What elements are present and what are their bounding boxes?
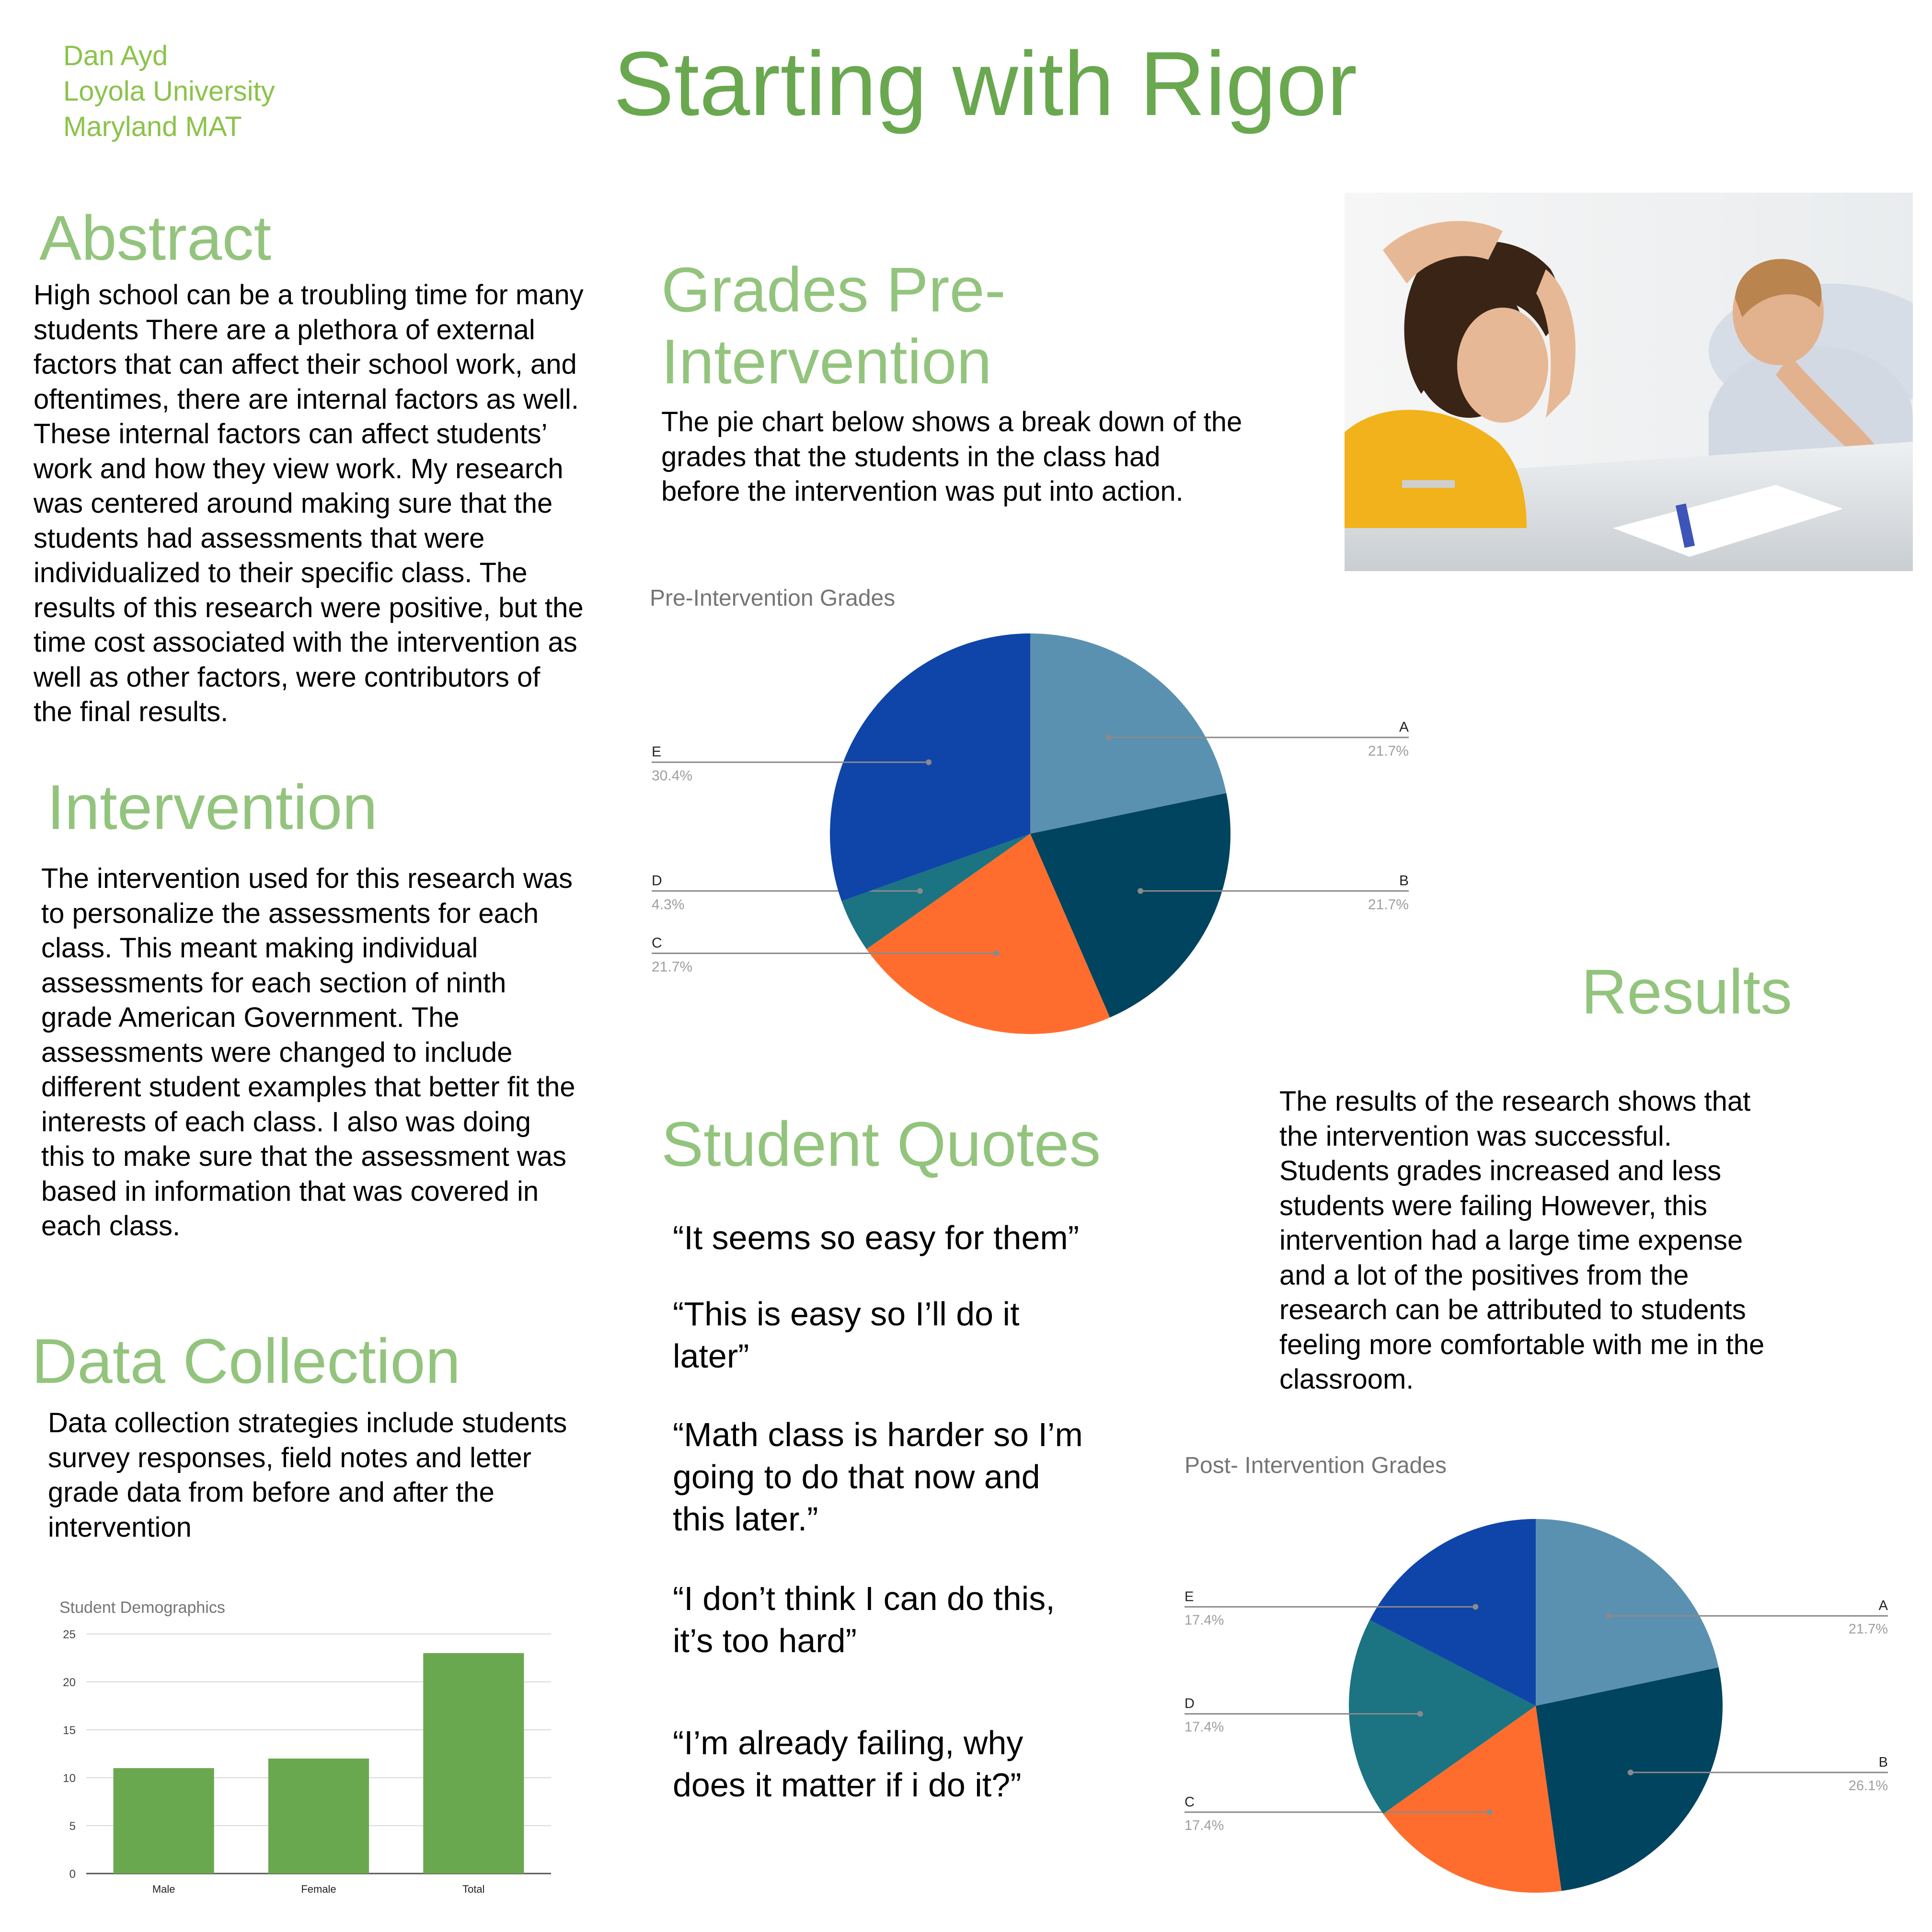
callout-dot (1417, 1711, 1423, 1717)
quote-line: this later.” (673, 1500, 818, 1538)
quote (673, 1293, 1020, 1377)
pie-label-percent: 26.1% (1848, 1778, 1888, 1794)
text-line: based in information that was covered in (41, 1175, 539, 1207)
student-quotes-heading: Student Quotes (661, 1109, 1101, 1179)
text-line: assessments for each section of ninth (41, 967, 506, 999)
text-line: time cost associated with the intervention as (34, 627, 577, 658)
text-line: Students grades increased and less (1279, 1155, 1722, 1186)
author-block (63, 38, 275, 145)
text-line: intervention had a large time expense (1279, 1225, 1743, 1256)
bar-chart-title: Student Demographics (59, 1598, 225, 1617)
text-line: feeling more comfortable with me in the (1279, 1329, 1765, 1360)
quote-line: does it matter if i do it?” (673, 1766, 1022, 1804)
quote-line: going to do that now and (673, 1458, 1040, 1495)
pie-label-percent: 21.7% (652, 959, 693, 975)
pie-label-percent: 21.7% (1848, 1622, 1888, 1637)
text-line: factors that can affect their school work, and (34, 349, 577, 380)
text-line: was centered around making sure that the (34, 488, 553, 519)
callout-dot (917, 888, 923, 894)
quote-line: “It seems so easy for them” (673, 1219, 1080, 1256)
quote (673, 1414, 1083, 1540)
pie-label-category: B (1878, 1755, 1888, 1771)
quote-line: it’s too hard” (673, 1622, 857, 1659)
text-line: students had assessments that were (34, 522, 485, 554)
pie-label-percent: 17.4% (1184, 1817, 1224, 1833)
pie-label-category: A (1878, 1598, 1888, 1614)
text-line: well as other factors, were contributors of (34, 661, 540, 693)
quote-line: later” (673, 1337, 749, 1375)
pie-label-category: E (652, 744, 662, 760)
pie-label-category: A (1399, 719, 1409, 735)
photo-illustration (1345, 193, 1913, 571)
pie-label-percent: 4.3% (652, 897, 685, 913)
pre-intervention-pie-chart (642, 575, 1428, 1054)
y-tick-label: 20 (63, 1676, 76, 1689)
text-line: interests of each class. I also was doing (41, 1106, 531, 1138)
text-line: grade data from before and after the (48, 1477, 494, 1508)
text-line: students were failing However, this (1279, 1190, 1707, 1221)
text-line: The pie chart below shows a break down of the (661, 406, 1242, 437)
intervention-heading: Intervention (47, 772, 378, 842)
data-collection-text (48, 1406, 671, 1545)
text-line: High school can be a troubling time for many (34, 279, 584, 310)
text-line: The intervention used for this research was (41, 863, 573, 894)
text-line: the final results. (34, 696, 229, 727)
pie-chart-title: Post- Intervention Grades (1184, 1453, 1447, 1478)
text-line: The results of the research shows that (1279, 1086, 1751, 1117)
text-line: survey responses, field notes and letter (48, 1442, 532, 1473)
intervention-text (41, 862, 664, 1244)
text-line: this to make sure that the assessment was (41, 1141, 567, 1172)
author-institution: Loyola University (63, 76, 275, 107)
results-text (1279, 1084, 1902, 1397)
callout-dot (1472, 1604, 1478, 1610)
grades-pre-heading (661, 254, 1006, 398)
pie-label-percent: 17.4% (1184, 1612, 1224, 1628)
quote (673, 1577, 1055, 1662)
y-tick-label: 10 (63, 1772, 76, 1785)
pie-label-category: C (1184, 1794, 1195, 1810)
callout-dot (994, 951, 1000, 956)
text-line: and a lot of the positives from the (1279, 1259, 1689, 1291)
text-line: These internal factors can affect students’ (34, 418, 548, 449)
text-line: before the intervention was put into action. (661, 476, 1184, 507)
text-line: grades that the students in the class had (661, 441, 1161, 472)
bar-male (114, 1768, 214, 1874)
quote (673, 1722, 1023, 1806)
text-line: intervention (48, 1511, 192, 1543)
pie-label-category: B (1399, 873, 1409, 889)
heading-line: Grades Pre- (661, 254, 1006, 325)
heading-line: Intervention (661, 326, 992, 397)
text-line: assessments were changed to include (41, 1036, 513, 1068)
pie-label-percent: 17.4% (1184, 1719, 1224, 1735)
quote-line: “I don’t think I can do this, (673, 1580, 1055, 1617)
pie-label-category: C (652, 935, 662, 951)
text-line: each class. (41, 1210, 181, 1242)
text-line: work and how they view work. My research (34, 453, 564, 484)
results-heading: Results (1581, 956, 1793, 1027)
x-tick-label: Female (301, 1883, 336, 1895)
abstract-text (34, 278, 656, 730)
text-line: oftentimes, there are internal factors as well. (34, 383, 579, 415)
post-intervention-pie-chart (1179, 1442, 1898, 1921)
text-line: research can be attributed to students (1279, 1294, 1746, 1325)
quote-line: “This is easy so I’ll do it (673, 1295, 1020, 1333)
pie-chart-title: Pre-Intervention Grades (650, 586, 896, 611)
student-demographics-chart (48, 1591, 575, 1907)
bar-total (423, 1653, 524, 1874)
callout-dot (1487, 1809, 1493, 1815)
pie-label-percent: 21.7% (1368, 897, 1409, 913)
quote-line: “Math class is harder so I’m (673, 1416, 1083, 1453)
quote-line: “I’m already failing, why (673, 1724, 1024, 1761)
text-line: the intervention was successful. (1279, 1120, 1672, 1152)
x-tick-label: Male (152, 1883, 175, 1895)
quote (673, 1217, 1079, 1259)
pie-label-category: D (652, 873, 662, 889)
text-line: grade American Government. The (41, 1002, 460, 1033)
callout-dot (1138, 888, 1143, 894)
x-tick-label: Total (462, 1883, 485, 1895)
text-line: Data collection strategies include students (48, 1407, 567, 1438)
callout-dot (1628, 1770, 1633, 1775)
callout-dot (1606, 1613, 1611, 1619)
text-line: classroom. (1279, 1364, 1414, 1395)
pie-label-category: D (1184, 1696, 1195, 1712)
text-line: results of this research were positive, but the (34, 592, 584, 623)
author-name: Dan Ayd (63, 40, 168, 71)
pie-label-percent: 21.7% (1368, 743, 1409, 759)
y-tick-label: 0 (69, 1868, 76, 1881)
students-studying-photo (1345, 193, 1913, 571)
grades-pre-text (661, 405, 1332, 509)
bar-female (268, 1759, 369, 1874)
y-tick-label: 15 (63, 1724, 76, 1737)
text-line: students There are a plethora of external (34, 314, 535, 345)
pie-slice-b (1536, 1668, 1723, 1891)
data-collection-heading: Data Collection (32, 1326, 461, 1396)
poster-title: Starting with Rigor (613, 33, 1357, 135)
author-program: Maryland MAT (63, 111, 242, 142)
callout-dot (926, 759, 932, 765)
callout-dot (1106, 735, 1112, 740)
text-line: class. This meant making individual (41, 932, 478, 964)
pie-label-category: E (1184, 1589, 1194, 1605)
text-line: to personalize the assessments for each (41, 897, 539, 929)
pie-label-percent: 30.4% (652, 768, 693, 784)
abstract-heading: Abstract (39, 203, 272, 273)
text-line: individualized to their specific class. The (34, 557, 528, 588)
text-line: different student examples that better fit the (41, 1071, 575, 1103)
y-tick-label: 25 (63, 1628, 76, 1641)
y-tick-label: 5 (69, 1820, 76, 1833)
